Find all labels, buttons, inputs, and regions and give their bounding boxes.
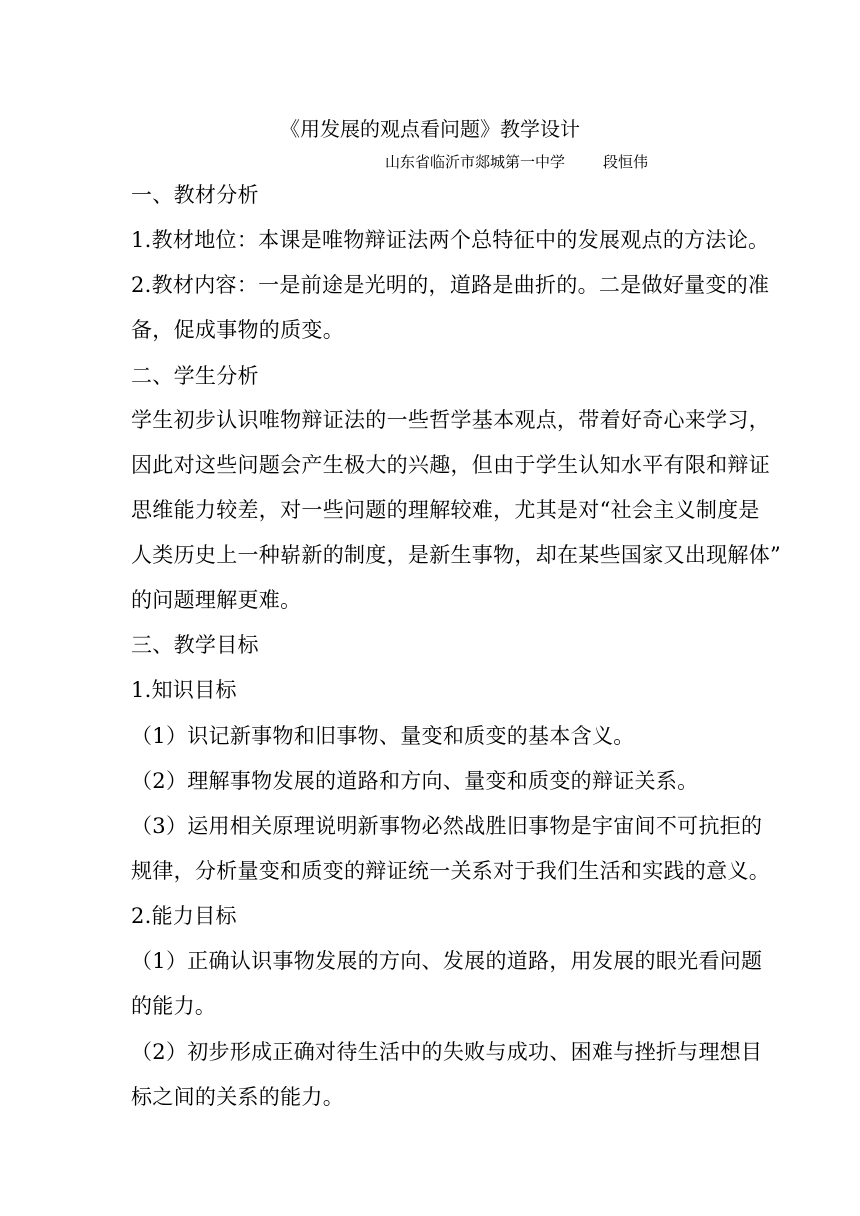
document-title: 《用发展的观点看问题》教学设计 (280, 117, 580, 141)
author-name: 段恒伟 (603, 153, 649, 171)
paragraph-line: 的问题理解更难。 (131, 588, 302, 612)
subheading-knowledge-goals: 1.知识目标 (131, 678, 237, 702)
paragraph-line: （3）运用相关原理说明新事物必然战胜旧事物是宇宙间不可抗拒的 (131, 814, 763, 838)
paragraph-line: （2）初步形成正确对待生活中的失败与成功、困难与挫折与理想目 (131, 1040, 763, 1064)
paragraph-line: 标之间的关系的能力。 (131, 1085, 344, 1109)
paragraph-line: 学生初步认识唯物辩证法的一些哲学基本观点，带着好奇心来学习， (131, 408, 770, 432)
paragraph-line: 因此对这些问题会产生极大的兴趣，但由于学生认知水平有限和辩证 (131, 453, 770, 477)
paragraph-line: （2）理解事物发展的道路和方向、量变和质变的辩证关系。 (131, 769, 699, 793)
section-heading-textbook-analysis: 一、教材分析 (131, 183, 259, 207)
paragraph-line: 备，促成事物的质变。 (131, 318, 344, 342)
section-heading-student-analysis: 二、学生分析 (131, 364, 259, 388)
subheading-ability-goals: 2.能力目标 (131, 904, 237, 928)
author-school: 山东省临沂市郯城第一中学 (385, 153, 566, 171)
paragraph-line: 的能力。 (131, 994, 217, 1018)
paragraph-line: （1）识记新事物和旧事物、量变和质变的基本含义。 (131, 724, 635, 748)
paragraph-line: 1.教材地位：本课是唯物辩证法两个总特征中的发展观点的方法论。 (131, 228, 770, 252)
paragraph-line: 规律，分析量变和质变的辩证统一关系对于我们生活和实践的意义。 (131, 859, 770, 883)
author-line (385, 152, 648, 172)
paragraph-line: （1）正确认识事物发展的方向、发展的道路，用发展的眼光看问题 (131, 949, 763, 973)
paragraph-line: 2.教材内容：一是前途是光明的，道路是曲折的。二是做好量变的准 (131, 273, 770, 297)
section-heading-teaching-goals: 三、教学目标 (131, 633, 259, 657)
paragraph-line: 思维能力较差，对一些问题的理解较难，尤其是对“社会主义制度是 (131, 498, 760, 522)
paragraph-line: 人类历史上一种崭新的制度，是新生事物，却在某些国家又出现解体” (131, 543, 782, 567)
